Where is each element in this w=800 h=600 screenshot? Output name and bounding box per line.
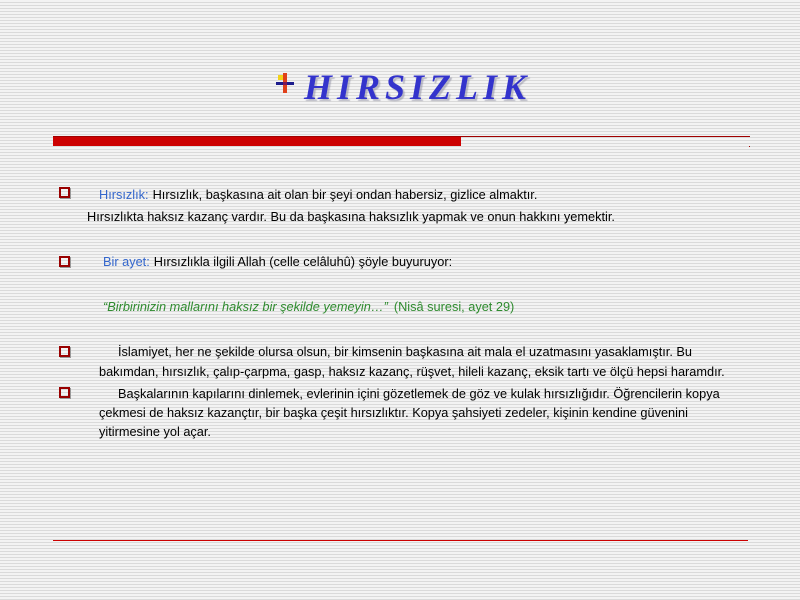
footer-rule	[53, 540, 748, 541]
colored-cross-icon	[276, 73, 294, 93]
verse-intro-text: Hırsızlıkla ilgili Allah (celle celâluhû) şöyle buyuruyor:	[153, 254, 453, 269]
hollow-square-bullet-icon	[59, 256, 70, 267]
title-underline-bar	[53, 137, 461, 146]
verse-quote-line	[103, 299, 514, 315]
definition-continuation: Hırsızlıkta haksız kazanç vardır. Bu da başkasına haksızlık yapmak ve onun hakkını yemektir.	[87, 209, 615, 224]
title-underline-mark	[749, 146, 750, 147]
verse-label: Bir ayet:	[103, 254, 150, 269]
hollow-square-bullet-icon	[59, 387, 70, 398]
verse-quote: “Birbirinizin mallarını haksız bir şekilde yemeyin…”	[103, 299, 388, 314]
definition-text: Hırsızlık, başkasına ait olan bir şeyi ondan habersiz, gizlice almaktır.	[152, 187, 538, 202]
eavesdropping-paragraph-line: yitirmesine yol açar.	[99, 424, 211, 439]
bullet-verse	[103, 254, 452, 270]
bullet-definition	[99, 187, 537, 203]
hollow-square-bullet-icon	[59, 187, 70, 198]
eavesdropping-paragraph-line: Başkalarının kapılarını dinlemek, evlerinin içini gözetlemek de göz ve kulak hırsızlığıdır. Öğrencilerin kopya	[118, 386, 720, 401]
islam-paragraph-line: bakımdan, hırsızlık, çalıp-çarpma, gasp, haksız kazanç, rüşvet, hileli kazanç, eksik tartı ve ölçü hepsi haramdır.	[99, 364, 725, 379]
hollow-square-bullet-icon	[59, 346, 70, 357]
islam-paragraph-line: İslamiyet, her ne şekilde olursa olsun, bir kimsenin başkasına ait mala el uzatmasını yasaklamıştır. Bu	[118, 344, 693, 359]
eavesdropping-paragraph-line: çekmesi de haksız kazançtır, bir başka çeşit hırsızlıktır. Kopya şahsiyeti zedeler, kişinin kendine güvenini	[99, 405, 688, 420]
definition-label: Hırsızlık:	[99, 187, 149, 202]
slide-title: HIRSIZLIK	[304, 67, 532, 107]
verse-source: (Nisâ suresi, ayet 29)	[393, 299, 515, 314]
